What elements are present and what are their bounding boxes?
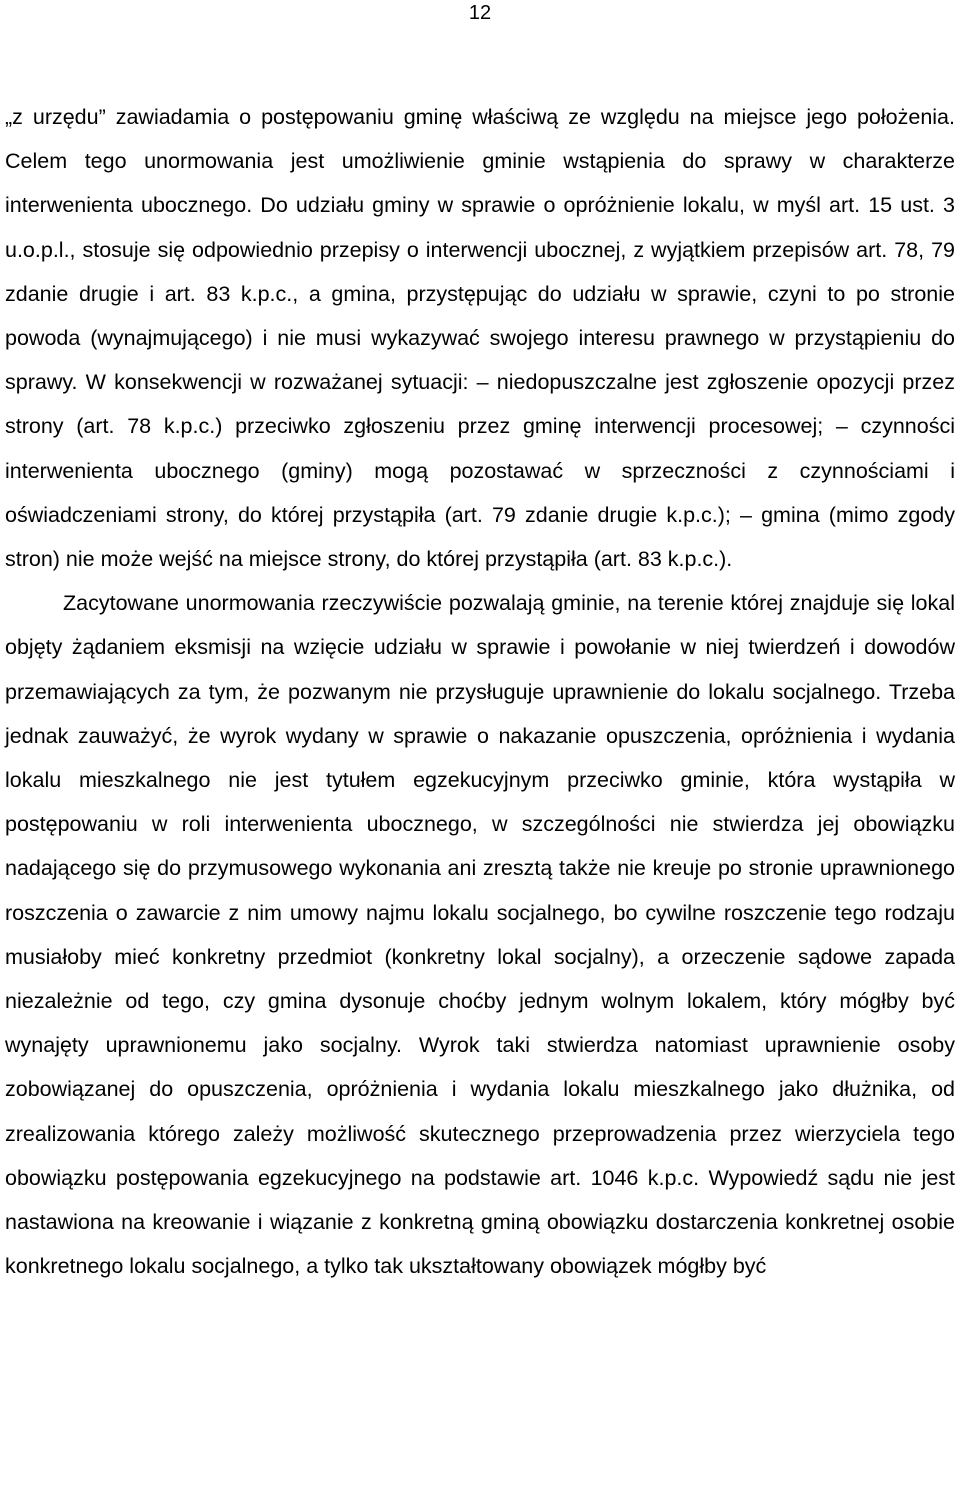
paragraph-continuation: „z urzędu” zawiadamia o postępowaniu gminę właściwą ze względu na miejsce jego położenia. Celem tego unormowania jest umożliwienie gminie wstąpienia do sprawy w charakterze interwenienta ubocznego. Do udziału gminy w sprawie o opróżnienie lokalu, w myśl art. 15 ust. 3 u.o.p.l., stosuje się odpowiednio przepisy o interwencji ubocznej, z wyjątkiem przepisów art. 78, 79 zdanie drugie i art. 83 k.p.c., a gmina, przystępując do udziału w sprawie, czyni to po stronie powoda (wynajmującego) i nie musi wykazywać swojego interesu prawnego w przystąpieniu do sprawy. W konsekwencji w rozważanej sytuacji: – niedopuszczalne jest zgłoszenie opozycji przez strony (art. 78 k.p.c.) przeciwko zgłoszeniu przez gminę interwencji procesowej; – czynności interwenienta ubocznego (gminy) mogą pozostawać w sprzeczności z czynnościami i oświadczeniami strony, do której przystąpiła (art. 79 zdanie drugie k.p.c.); – gmina (mimo zgody stron) nie może wejść na miejsce strony, do której przystąpiła (art. 83 k.p.c.).: [5, 105, 955, 572]
paragraph: Zacytowane unormowania rzeczywiście pozwalają gminie, na terenie której znajduje się lokal objęty żądaniem eksmisji na wzięcie udziału w sprawie i powołanie w niej twierdzeń i dowodów przemawiających za tym, że pozwanym nie przysługuje uprawnienie do lokalu socjalnego. Trzeba jednak zauważyć, że wyrok wydany w sprawie o nakazanie opuszczenia, opróżnienia i wydania lokalu mieszkalnego nie jest tytułem egzekucyjnym przeciwko gminie, która wystąpiła w postępowaniu w roli interwenienta ubocznego, w szczególności nie stwierdza jej obowiązku nadającego się do przymusowego wykonania ani zresztą także nie kreuje po stronie uprawnionego roszczenia o zawarcie z nim umowy najmu lokalu socjalnego, bo cywilne roszczenie tego rodzaju musiałoby mieć konkretny przedmiot (konkretny lokal socjalny), a orzeczenie sądowe zapada niezależnie od tego, czy gmina dysonuje choćby jednym wolnym lokalem, który mógłby być wynajęty uprawnionemu jako socjalny. Wyrok taki stwierdza natomiast uprawnienie osoby zobowiązanej do opuszczenia, opróżnienia i wydania lokalu mieszkalnego jako dłużnika, od zrealizowania którego zależy możliwość skutecznego przeprowadzenia przez wierzyciela tego obowiązku postępowania egzekucyjnego na podstawie art. 1046 k.p.c. Wypowiedź sądu nie jest nastawiona na kreowanie i wiązanie z konkretną gminą obowiązku dostarczenia konkretnej osobie konkretnego lokalu socjalnego, a tylko tak ukształtowany obowiązek mógłby być: [5, 591, 955, 1279]
document-body: [5, 95, 955, 1288]
page-number: 12: [468, 2, 492, 24]
